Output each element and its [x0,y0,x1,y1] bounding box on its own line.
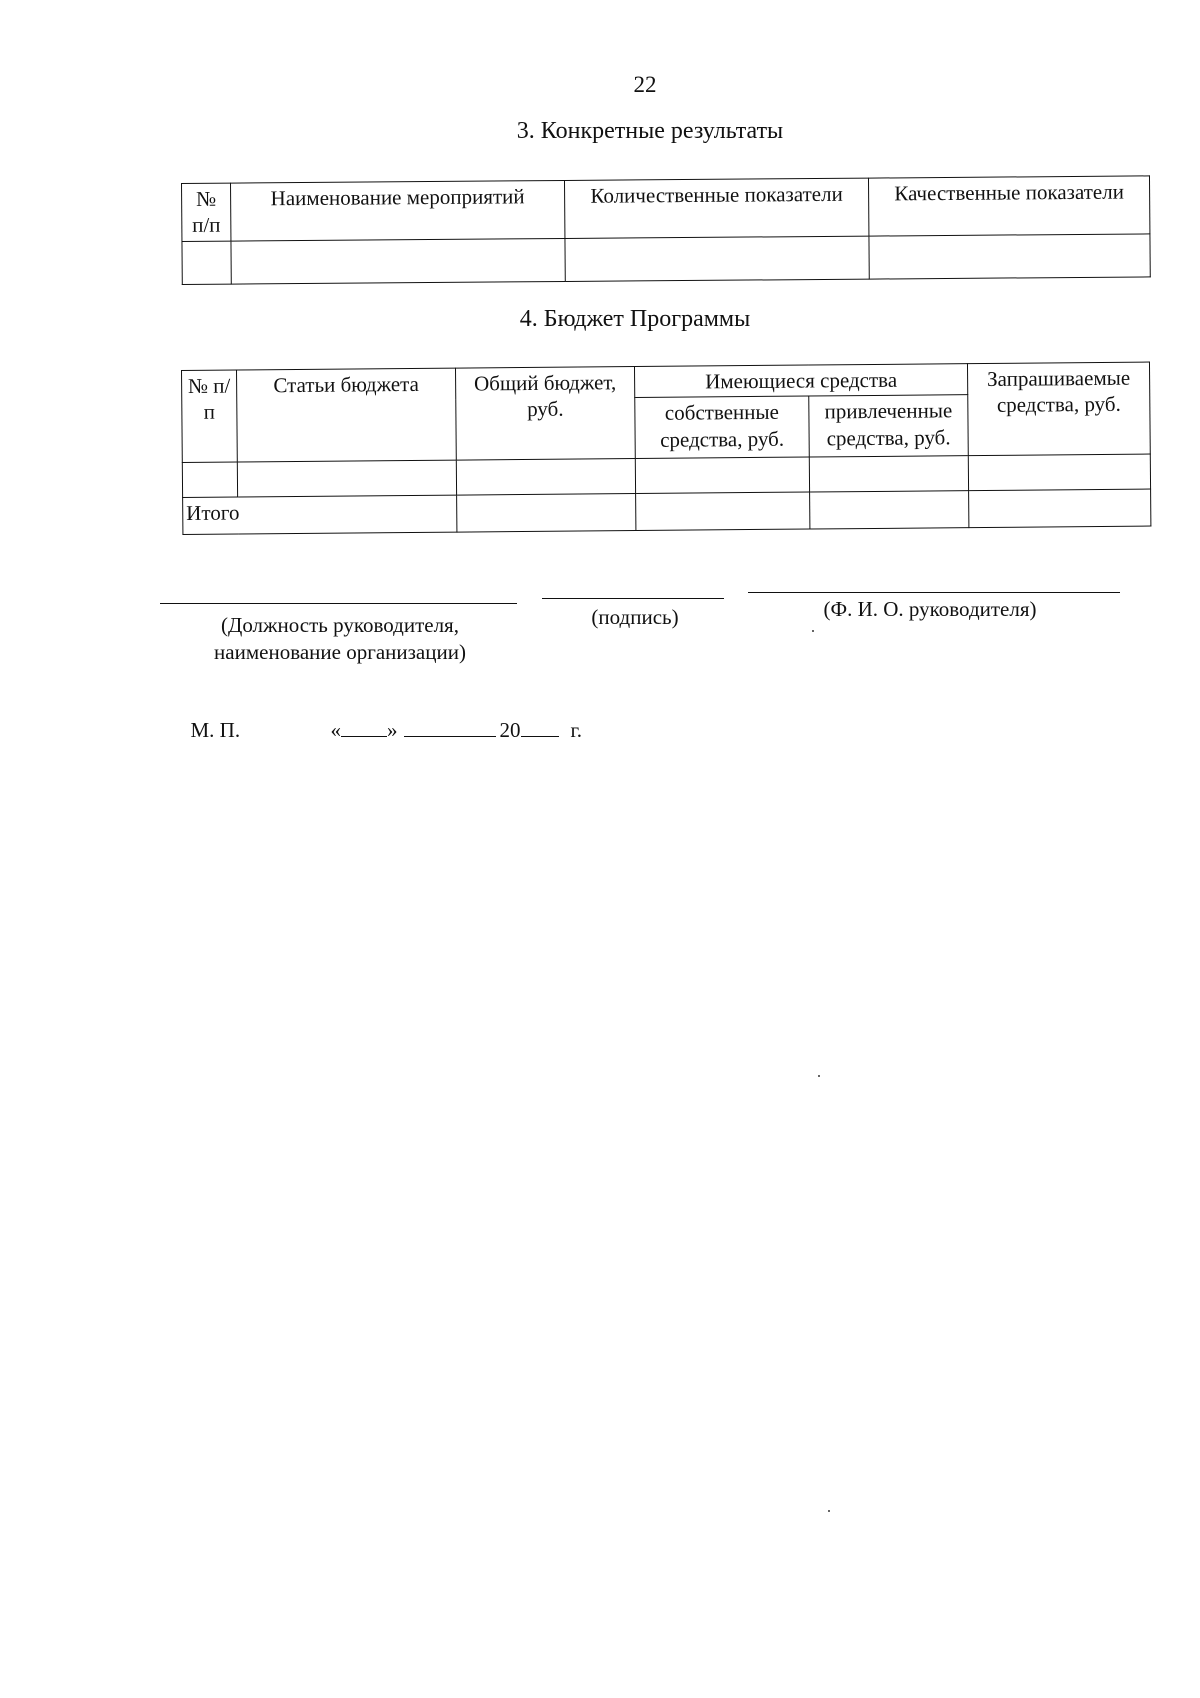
scan-speck [818,1075,820,1077]
budget-col-number: № п/п [182,370,238,463]
results-col-activity: Наименование мероприятий [231,180,565,240]
results-cell [869,233,1150,278]
results-col-number: № п/п [182,183,231,241]
signature-line [542,598,724,599]
budget-cell [237,460,456,497]
results-table-header-row [182,176,1150,241]
stamp-date-row [180,693,582,743]
budget-total-cell [810,491,969,529]
page-number: 22 [633,72,657,97]
results-cell [231,238,565,284]
name-label: (Ф. И. О. руководителя) [823,597,1037,621]
results-table-row [182,233,1150,284]
scan-speck [812,630,814,632]
budget-col-total-budget: Общий бюджет, руб. [455,367,635,461]
scan-speck [828,1510,830,1512]
year-blank [521,718,559,737]
budget-table [181,362,1151,536]
results-cell [565,236,869,281]
results-col-qualitative: Качественные показатели [868,176,1149,236]
position-label-line1: (Должность руководителя, [221,613,459,637]
budget-cell [968,454,1150,491]
budget-total-cell [636,492,810,531]
budget-total-cell [969,489,1151,528]
month-blank [404,718,496,737]
signature-label: (подпись) [591,605,679,629]
year-prefix: 20 [499,718,521,742]
budget-cell [456,459,635,496]
name-signature-line [748,592,1120,593]
section-title-results: 3. Конкретные результаты [516,118,784,144]
date-open-quote: « [330,718,341,742]
budget-cell [182,462,237,497]
budget-col-attracted-funds: привлеченные средства, руб. [809,395,969,457]
position-label-line2: наименование организации) [214,640,466,665]
position-signature-line [160,603,517,604]
budget-cell [635,457,809,494]
budget-total-row [183,489,1151,534]
budget-col-own-funds: собственные средства, руб. [635,396,810,459]
results-table [181,175,1151,284]
budget-table-header-row-1 [182,362,1150,402]
budget-col-available-group: Имеющиеся средства [634,364,967,398]
day-blank [341,718,387,737]
budget-cell [809,456,968,492]
results-cell [182,241,231,284]
position-label [180,612,500,667]
results-col-quantitative: Количественные показатели [564,178,868,238]
budget-total-label: Итого [183,495,457,534]
year-suffix: г. [570,718,582,742]
stamp-label: М. П. [190,718,241,742]
section-title-budget: 4. Бюджет Программы [519,306,751,332]
budget-total-cell [457,494,636,533]
date-close-quote: » [387,718,398,742]
budget-col-requested: Запрашиваемые средства, руб. [967,362,1150,456]
budget-col-items: Статьи бюджета [237,368,457,462]
